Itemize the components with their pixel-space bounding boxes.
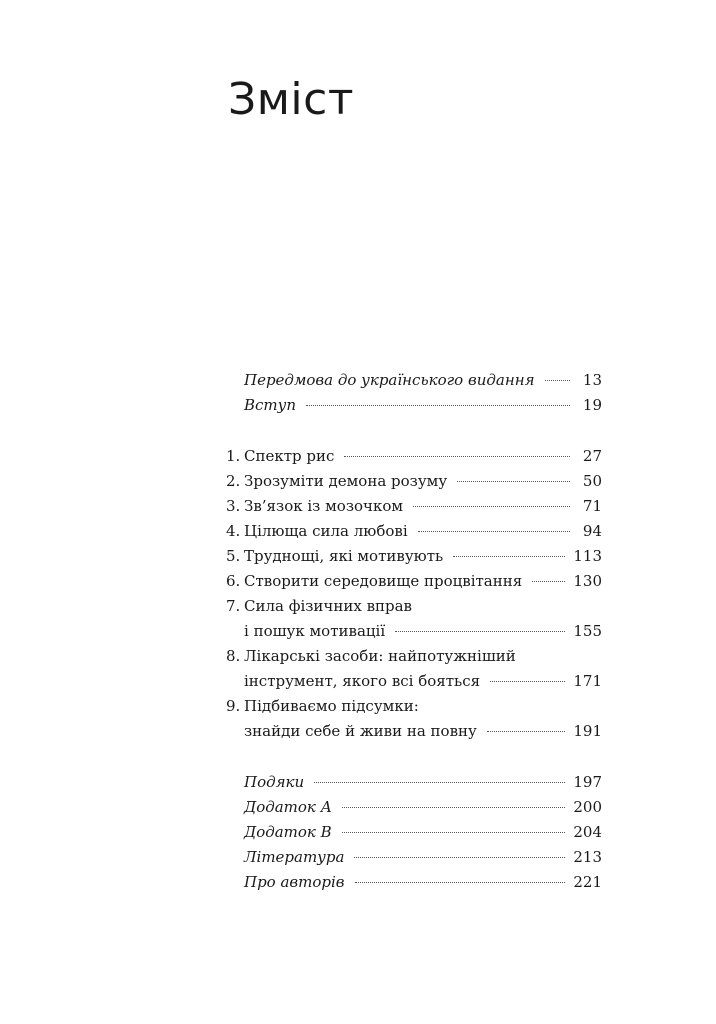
dot-leader — [355, 882, 566, 883]
front-matter-section — [226, 368, 602, 418]
toc-entry-chapter-8[interactable] — [226, 669, 602, 694]
toc-entry-page: 204 — [573, 823, 602, 841]
toc-entry-page: 197 — [573, 773, 602, 791]
chapter-number: 7. — [226, 597, 241, 615]
chapter-number: 1. — [226, 447, 241, 465]
dot-leader — [314, 782, 565, 783]
toc-entry-title: інструмент, якого всі бояться — [244, 672, 481, 690]
toc-entry-chapter-3[interactable] — [226, 494, 602, 519]
toc-entry-page: 13 — [582, 371, 602, 389]
toc-entry-chapter-7[interactable] — [226, 619, 602, 644]
toc-entry-page: 71 — [582, 497, 602, 515]
toc-entry-chapter-4[interactable] — [226, 519, 602, 544]
toc-entry-chapter-6[interactable] — [226, 569, 602, 594]
toc-entry-chapter-8-first-line[interactable] — [226, 644, 602, 669]
chapter-number: 6. — [226, 572, 241, 590]
dot-leader — [342, 832, 566, 833]
dot-leader — [532, 581, 565, 582]
toc-entry-foreword[interactable] — [226, 368, 602, 393]
toc-entry-page: 130 — [573, 572, 602, 590]
dot-leader — [490, 681, 565, 682]
toc-entry-appendix-b[interactable] — [226, 820, 602, 845]
chapter-number: 9. — [226, 697, 241, 715]
dot-leader — [413, 506, 570, 507]
toc-entry-chapter-1[interactable] — [226, 444, 602, 469]
dot-leader — [457, 481, 570, 482]
toc-entry-title: і пошук мотивації — [244, 622, 386, 640]
dot-leader — [344, 456, 570, 457]
toc-entry-page: 50 — [582, 472, 602, 490]
dot-leader — [453, 556, 565, 557]
dot-leader — [418, 531, 570, 532]
toc-entry-title: Зрозуміти демона розуму — [244, 472, 448, 490]
table-of-contents — [226, 368, 602, 895]
dot-leader — [395, 631, 565, 632]
toc-entry-page: 94 — [582, 522, 602, 540]
dot-leader — [487, 731, 566, 732]
toc-entry-about-authors[interactable] — [226, 870, 602, 895]
toc-entry-title-line1: Підбиваємо підсумки: — [244, 697, 419, 715]
dot-leader — [342, 807, 565, 808]
dot-leader — [354, 857, 565, 858]
toc-entry-page: 191 — [573, 722, 602, 740]
toc-entry-chapter-9-first-line[interactable] — [226, 694, 602, 719]
toc-entry-page: 27 — [582, 447, 602, 465]
toc-entry-title: Подяки — [244, 773, 305, 791]
toc-entry-title: Література — [244, 848, 345, 866]
toc-entry-chapter-2[interactable] — [226, 469, 602, 494]
chapter-number: 5. — [226, 547, 241, 565]
toc-entry-introduction[interactable] — [226, 393, 602, 418]
toc-entry-page: 200 — [573, 798, 602, 816]
chapters-section — [226, 444, 602, 744]
toc-entry-page: 155 — [573, 622, 602, 640]
toc-entry-chapter-7-first-line[interactable] — [226, 594, 602, 619]
toc-entry-title: Передмова до українського видання — [244, 371, 535, 389]
dot-leader — [545, 380, 570, 381]
chapter-number: 4. — [226, 522, 241, 540]
toc-entry-page: 213 — [573, 848, 602, 866]
toc-entry-page: 221 — [573, 873, 602, 891]
toc-entry-title: знайди себе й живи на повну — [244, 722, 477, 740]
toc-entry-page: 113 — [573, 547, 602, 565]
toc-entry-page: 19 — [582, 396, 602, 414]
toc-entry-page: 171 — [573, 672, 602, 690]
back-matter-section — [226, 770, 602, 895]
toc-entry-title: Вступ — [244, 396, 297, 414]
toc-entry-title: Труднощі, які мотивують — [244, 547, 444, 565]
toc-entry-title-line1: Сила фізичних вправ — [244, 597, 413, 615]
page-title: Зміст — [228, 74, 354, 125]
toc-entry-title: Спектр рис — [244, 447, 335, 465]
toc-entry-chapter-5[interactable] — [226, 544, 602, 569]
toc-entry-appendix-a[interactable] — [226, 795, 602, 820]
toc-entry-title-line1: Лікарські засоби: найпотужніший — [244, 647, 516, 665]
toc-entry-literature[interactable] — [226, 845, 602, 870]
chapter-number: 3. — [226, 497, 241, 515]
toc-entry-acknowledgements[interactable] — [226, 770, 602, 795]
toc-entry-title: Додаток А — [244, 798, 333, 816]
toc-entry-title: Додаток В — [244, 823, 332, 841]
toc-entry-title: Зв’язок із мозочком — [244, 497, 404, 515]
toc-entry-title: Цілюща сила любові — [244, 522, 408, 540]
dot-leader — [306, 405, 570, 406]
toc-entry-chapter-9[interactable] — [226, 719, 602, 744]
chapter-number: 8. — [226, 647, 241, 665]
toc-entry-title: Про авторів — [244, 873, 345, 891]
toc-entry-title: Створити середовище процвітання — [244, 572, 523, 590]
chapter-number: 2. — [226, 472, 241, 490]
